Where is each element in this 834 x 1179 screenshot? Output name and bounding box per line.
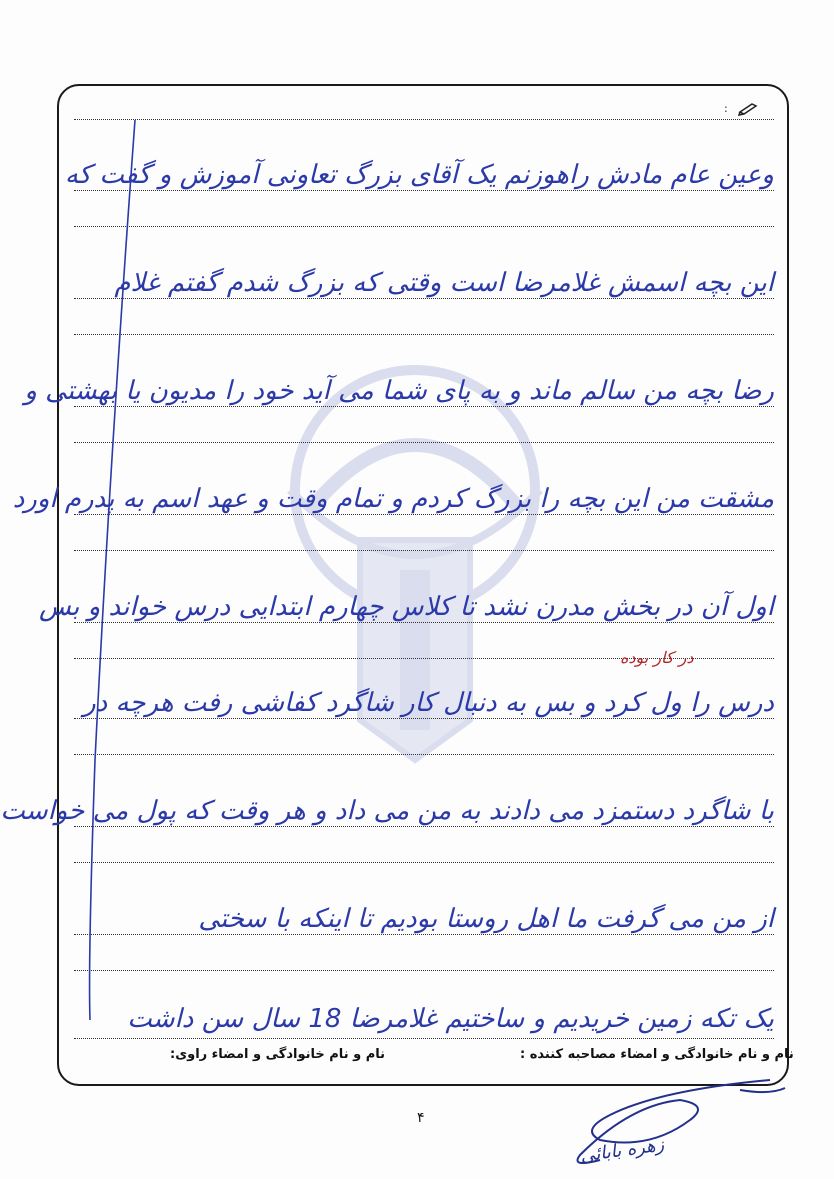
ruled-line xyxy=(74,334,774,335)
ruled-line xyxy=(74,754,774,755)
handwritten-line-6: درس را ول کرد و بس به دنبال کار شاگرد کفاشی رفت هرچه در xyxy=(83,688,774,718)
ruled-line xyxy=(74,550,774,551)
handwritten-line-5: اول آن در بخش مدرن نشد تا کلاس چهارم ابتدایی درس خواند و بس xyxy=(39,592,774,622)
ruled-line xyxy=(74,862,774,863)
signature-scribble-icon xyxy=(540,1060,790,1175)
handwritten-line-8: از من می گرفت ما اهل روستا بودیم تا اینکه با سختی xyxy=(198,904,774,934)
ruled-line xyxy=(74,622,774,623)
handwritten-line-3: رضا بچه من سالم ماند و به پای شما می آید خود را مدیون یا بهشتی و xyxy=(24,376,774,406)
ruled-line xyxy=(74,298,774,299)
ruled-line xyxy=(74,406,774,407)
signature-name: زهره بابائی xyxy=(578,1134,666,1167)
ruled-line xyxy=(74,442,774,443)
ruled-line xyxy=(74,226,774,227)
ruled-line xyxy=(74,190,774,191)
ruled-line xyxy=(74,934,774,935)
interviewer-signature-label: نام و نام خانوادگی و امضاء مصاحبه کننده : xyxy=(520,1047,794,1062)
ruled-line xyxy=(74,970,774,971)
handwritten-line-2: این بچه اسمش غلامرضا است وقتی که بزرگ شدم گفتم غلام xyxy=(114,268,774,298)
ruled-line xyxy=(74,718,774,719)
ruled-line xyxy=(74,1038,774,1039)
page-number: ۴ xyxy=(417,1110,425,1126)
handwritten-line-7: با شاگرد دستمزد می دادند به من می داد و هر وقت که پول می خواست xyxy=(0,796,774,826)
red-annotation: در کار بوده xyxy=(620,648,694,667)
narrator-signature-label: نام و نام خانوادگی و امضاء راوی: xyxy=(170,1047,385,1062)
ruled-line xyxy=(74,119,774,120)
ruled-line xyxy=(74,826,774,827)
handwritten-line-4: مشقت من این بچه را بزرگ کردم و تمام وقت و عهد اسم به پدرم اورد xyxy=(12,484,774,514)
page-frame xyxy=(24,84,789,1086)
handwritten-line-9: یک تکه زمین خریدیم و ساختیم غلامرضا 18 سال سن داشت xyxy=(127,1004,774,1034)
pencil-icon xyxy=(738,100,760,116)
handwritten-line-1: وعین عام مادش راهوزنم یک آقای بزرگ تعاونی آموزش و گفت که xyxy=(64,160,774,190)
corner-label: : xyxy=(724,102,728,115)
ruled-line xyxy=(74,514,774,515)
